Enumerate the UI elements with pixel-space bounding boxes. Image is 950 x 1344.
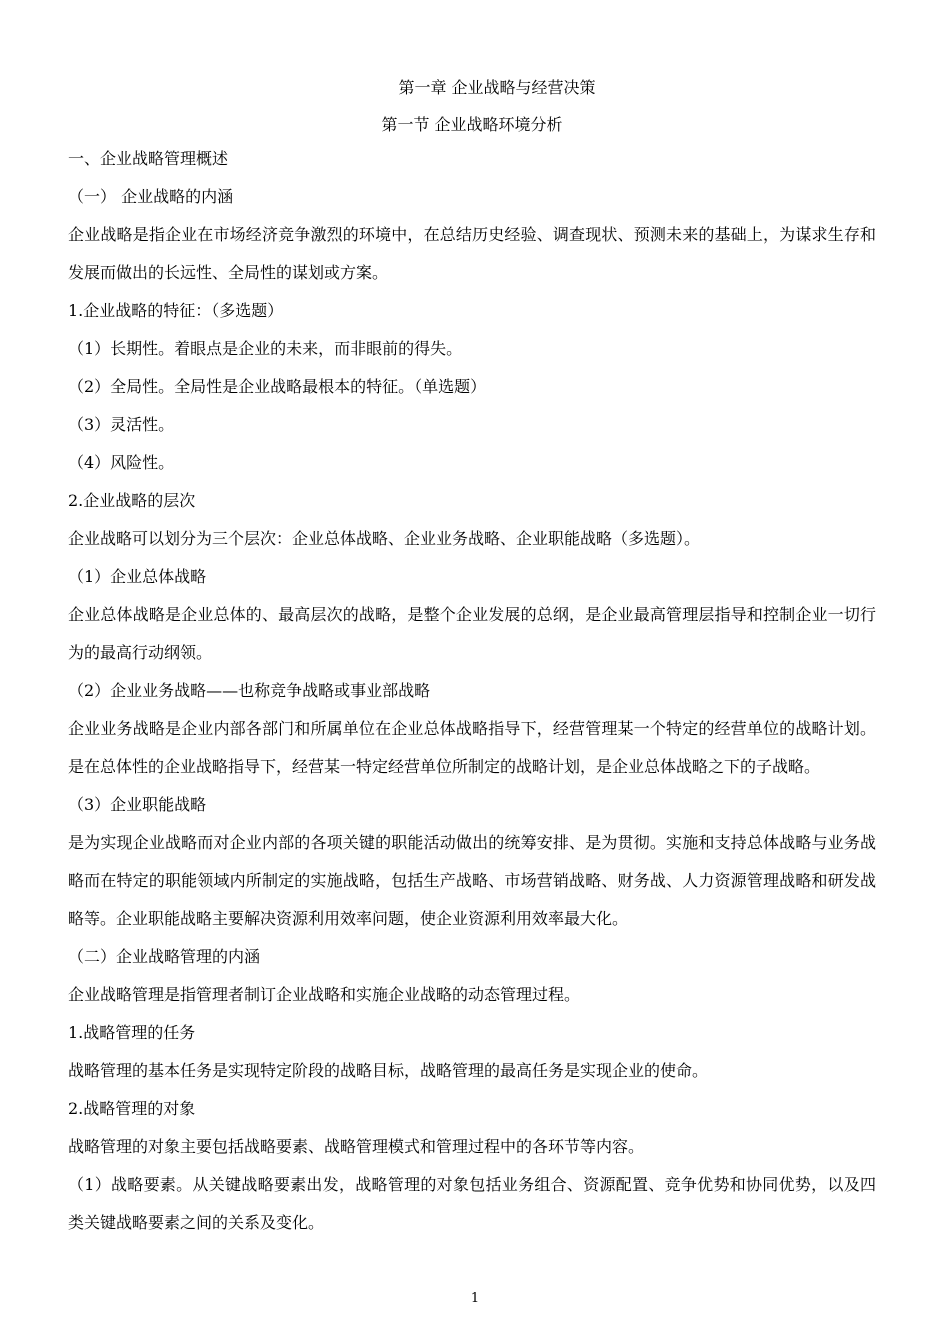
list-item: （1）战略要素。从关键战略要素出发，战略管理的对象包括业务组合、资源配置、竞争优势和协同优势，以及四类关键战略要素之间的关系及变化。 — [68, 1175, 876, 1232]
paragraph: 企业战略管理是指管理者制订企业战略和实施企业战略的动态管理过程。 — [68, 985, 581, 1004]
heading-level3: 1.战略管理的任务 — [68, 1023, 196, 1042]
list-item: （2）企业业务战略——也称竞争战略或事业部战略 — [68, 681, 431, 700]
paragraph: 企业总体战略是企业总体的、最高层次的战略，是整个企业发展的总纲，是企业最高管理层指导和控制企业一切行为的最高行动纲领。 — [68, 605, 876, 662]
list-item: （3）企业职能战略 — [68, 795, 207, 814]
heading-level3: 2.企业战略的层次 — [68, 491, 196, 510]
list-item: （1）企业总体战略 — [68, 567, 207, 586]
list-item: （2）全局性。全局性是企业战略最根本的特征。（单选题） — [68, 377, 487, 396]
paragraph: 企业战略是指企业在市场经济竞争激烈的环境中，在总结历史经验、调查现状、预测未来的基础上，为谋求生存和发展而做出的长远性、全局性的谋划或方案。 — [68, 225, 876, 282]
list-item: （3）灵活性。 — [68, 415, 175, 434]
chapter-title: 第一章 企业战略与经营决策 — [398, 78, 596, 97]
heading-level2: （二）企业战略管理的内涵 — [68, 947, 261, 966]
paragraph: 企业战略可以划分为三个层次：企业总体战略、企业业务战略、企业职能战略（多选题）。 — [68, 529, 701, 548]
list-item: （4）风险性。 — [68, 453, 175, 472]
paragraph: 是为实现企业战略而对企业内部的各项关键的职能活动做出的统筹安排、是为贯彻。实施和支持总体战略与业务战略而在特定的职能领域内所制定的实施战略，包括生产战略、市场营销战略、财务战、人力资源管理战略和研发战略等。企业职能战略主要解决资源利用效率问题，使企业资源利用效率最大化。 — [68, 833, 876, 928]
paragraph: 企业业务战略是企业内部各部门和所属单位在企业总体战略指导下，经营管理某一个特定的经营单位的战略计划。是在总体性的企业战略指导下，经营某一特定经营单位所制定的战略计划，是企业总体战略之下的子战略。 — [68, 719, 876, 776]
heading-level3: 2.战略管理的对象 — [68, 1099, 196, 1118]
heading-level2: （一） 企业战略的内涵 — [68, 187, 234, 206]
paragraph: 战略管理的对象主要包括战略要素、战略管理模式和管理过程中的各环节等内容。 — [68, 1137, 645, 1156]
paragraph: 战略管理的基本任务是实现特定阶段的战略目标，战略管理的最高任务是实现企业的使命。 — [68, 1061, 709, 1080]
text-blocks — [68, 140, 876, 1242]
heading-level3: 1.企业战略的特征：（多选题） — [68, 301, 284, 320]
list-item: （1）长期性。着眼点是企业的未来，而非眼前的得失。 — [68, 339, 463, 358]
section-title: 第一节 企业战略环境分析 — [381, 115, 563, 134]
heading-level1: 一、企业战略管理概述 — [68, 149, 229, 168]
page-number: 1 — [470, 1291, 480, 1306]
document-body — [68, 73, 876, 1242]
